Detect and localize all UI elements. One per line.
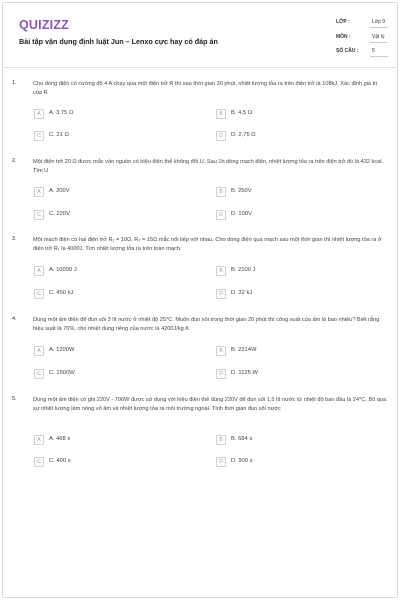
question-number: 2.	[12, 158, 17, 164]
option-text: B. 250V	[231, 188, 252, 194]
option-c[interactable]	[34, 457, 184, 469]
meta-count-label: SỐ CÂU :	[336, 48, 359, 54]
option-letter-box: D	[216, 289, 226, 299]
meta-grade-value: Lớp 9	[372, 19, 386, 25]
meta-subject-label: MÔN :	[336, 34, 351, 40]
option-letter-box: A	[34, 109, 44, 119]
option-b[interactable]	[216, 109, 366, 121]
header-divider	[2, 67, 398, 68]
option-c[interactable]	[34, 289, 184, 301]
option-letter-box: A	[34, 435, 44, 445]
option-text: A. 468 s	[49, 436, 71, 442]
option-a[interactable]	[34, 109, 184, 121]
option-text: A. 200V	[49, 188, 70, 194]
option-c[interactable]	[34, 210, 184, 222]
option-letter-box: A	[34, 187, 44, 197]
option-b[interactable]	[216, 266, 366, 278]
option-letter-box: B	[216, 109, 226, 119]
option-b[interactable]	[216, 187, 366, 199]
question-text: Một điện trở 20 Ω được mắc vào nguồn có hiệu điện thế không đổi U. Sau 1h dòng mạch điện, nhiệt lượng tỏa ra trên điện trở đó là 432 kcal. Tìm U	[33, 159, 384, 174]
option-text: B. 2314W	[231, 347, 257, 353]
option-text: C. 400 s	[49, 458, 71, 464]
option-letter-box: B	[216, 187, 226, 197]
option-text: B. 684 s	[231, 436, 253, 442]
quizizz-logo: QUIZIZZ	[19, 18, 70, 32]
question-text: Dùng một ấm điện để đun sôi 3 lít nước ở nhiệt độ 25°C. Muốn đun sôi trong thời gian 20 phút thì công suất của ấm là bao nhiêu? Biết rằng hiệu suất là 70%, cho nhiệt dung riêng của nước là 4200J/kg.K	[33, 317, 380, 332]
option-d[interactable]	[216, 289, 366, 301]
question-number: 5.	[12, 396, 17, 402]
option-d[interactable]	[216, 369, 366, 381]
option-letter-box: B	[216, 435, 226, 445]
option-text: D. 2,75 Ω	[231, 132, 256, 138]
option-letter-box: C	[34, 210, 44, 220]
question-number: 1.	[12, 80, 17, 86]
option-text: C. 450 kJ	[49, 290, 74, 296]
option-letter-box: D	[216, 457, 226, 467]
option-d[interactable]	[216, 457, 366, 469]
option-a[interactable]	[34, 187, 184, 199]
page-title: Bài tập vận dụng định luật Jun – Lenxo cực hay có đáp án	[19, 37, 218, 46]
option-text: B. 4,5 Ω	[231, 110, 253, 116]
option-a[interactable]	[34, 266, 184, 278]
option-c[interactable]	[34, 369, 184, 381]
option-b[interactable]	[216, 435, 366, 447]
option-letter-box: C	[34, 289, 44, 299]
option-text: D. 32 kJ	[231, 290, 253, 296]
meta-count-underline	[370, 56, 388, 57]
option-text: D. 1125 W	[231, 370, 258, 376]
option-text: B. 2100 J	[231, 267, 256, 273]
option-letter-box: C	[34, 131, 44, 141]
question-number: 4.	[12, 316, 17, 322]
option-text: D. 100V	[231, 211, 252, 217]
option-letter-box: D	[216, 369, 226, 379]
option-letter-box: A	[34, 346, 44, 356]
meta-grade-label: LỚP :	[336, 19, 350, 25]
option-letter-box: C	[34, 457, 44, 467]
meta-subject-underline	[370, 42, 388, 43]
question-text: Dùng một ấm điện có ghi 220V - 700W được sử dụng với hiệu điện thế đúng 220V để đun sôi 1,5 lít nước từ nhiệt độ ban đầu là 24°C. Bỏ qua sự nhiệt lượng làm nóng vỏ ấm và nhiệt lượng tỏa ra môi trường ngoài. Tính thời gian đun sôi nước	[33, 397, 387, 412]
option-text: A. 3,75 Ω	[49, 110, 74, 116]
option-text: C. 220V	[49, 211, 70, 217]
option-text: C. 21 Ω	[49, 132, 69, 138]
option-a[interactable]	[34, 346, 184, 358]
option-a[interactable]	[34, 435, 184, 447]
option-text: D. 900 s	[231, 458, 253, 464]
option-d[interactable]	[216, 131, 366, 143]
option-letter-box: B	[216, 266, 226, 276]
meta-grade-underline	[370, 27, 388, 28]
meta-count-value: 5	[372, 48, 375, 54]
question-text: Một mạch điện có hai điện trở R₁ = 10Ω, R₂ = 15Ω mắc nối tiếp với nhau. Cho dòng điện qua mạch sau một thời gian thì nhiệt lượng tỏa ra ở điện trở R₁ là 4000J. Tìm nhiệt lượng tỏa ra trên toàn mạch.	[33, 237, 382, 252]
option-letter-box: C	[34, 369, 44, 379]
question-number: 3.	[12, 236, 17, 242]
option-letter-box: D	[216, 131, 226, 141]
question-text: Cho dòng điện có cường độ 4 A chạy qua một điện trở R thì sau thời gian 30 phút, nhiệt lượng tỏa ra trên điện trở là 108kJ. Xác định giá trị của R	[33, 81, 378, 96]
option-c[interactable]	[34, 131, 184, 143]
option-b[interactable]	[216, 346, 366, 358]
option-letter-box: B	[216, 346, 226, 356]
option-text: A. 10000 J	[49, 267, 77, 273]
option-text: A. 1200W	[49, 347, 75, 353]
option-d[interactable]	[216, 210, 366, 222]
meta-subject-value: Vật lý	[372, 34, 385, 40]
option-text: C. 1500W	[49, 370, 75, 376]
option-letter-box: D	[216, 210, 226, 220]
option-letter-box: A	[34, 266, 44, 276]
